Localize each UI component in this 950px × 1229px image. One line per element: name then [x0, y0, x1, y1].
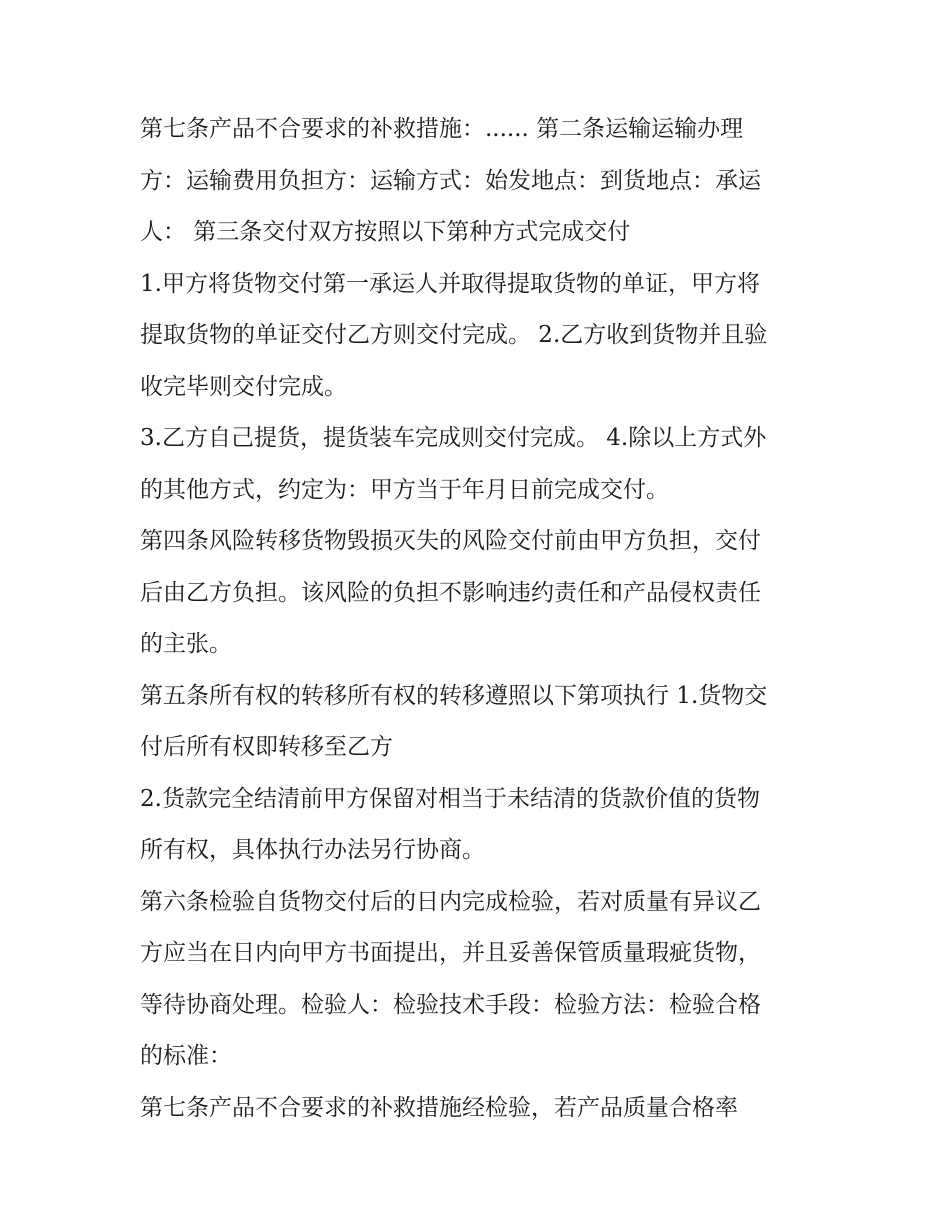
text-line: 3.乙方自己提货，提货装车完成则交付完成。 4.除以上方式外: [140, 425, 767, 451]
text-line: 提取货物的单证交付乙方则交付完成。 2.乙方收到货物并且验: [140, 322, 768, 348]
paragraph-remedy-transport-delivery: [140, 104, 820, 259]
text-line: 第四条风险转移货物毁损灭失的风险交付前由甲方负担，交付: [140, 528, 761, 554]
text-line: 人： 第三条交付双方按照以下第种方式完成交付: [140, 219, 631, 245]
text-line: 收完毕则交付完成。: [140, 373, 347, 400]
paragraph-ownership-retention: [140, 774, 820, 877]
text-line: 方应当在日内向甲方书面提出，并且妥善保管质量瑕疵货物，: [140, 940, 761, 966]
text-line: 的标准：: [140, 1043, 232, 1069]
paragraph-risk-transfer: [140, 516, 820, 671]
text-line: 1.甲方将货物交付第一承运人并取得提取货物的单证，甲方将: [140, 270, 760, 297]
paragraph-delivery-option-1-2: [140, 259, 820, 414]
text-line: 方：运输费用负担方：运输方式：始发地点：到货地点：承运: [140, 167, 761, 194]
text-line: 第七条产品不合要求的补救措施：...... 第二条运输运输办理: [140, 116, 744, 142]
text-line: 付后所有权即转移至乙方: [140, 734, 393, 760]
text-line: 的主张。: [140, 631, 232, 657]
text-line: 的其他方式，约定为：甲方当于年月日前完成交付。: [140, 476, 669, 503]
text-line: 第七条产品不合要求的补救措施经检验，若产品质量合格率: [140, 1094, 738, 1121]
document-page: [140, 104, 820, 1134]
text-line: 后由乙方负担。该风险的负担不影响违约责任和产品侵权责任: [140, 579, 761, 606]
text-line: 等待协商处理。检验人：检验技术手段：检验方法：检验合格: [140, 991, 761, 1018]
paragraph-inspection: [140, 877, 820, 1083]
text-line: 2.货款完全结清前甲方保留对相当于未结清的货款价值的货物: [140, 785, 760, 812]
text-line: 第五条所有权的转移所有权的转移遵照以下第项执行 1.货物交: [140, 682, 768, 709]
paragraph-ownership-transfer: [140, 671, 820, 774]
text-line: 所有权，具体执行办法另行协商。: [140, 837, 485, 863]
paragraph-delivery-option-3-4: [140, 413, 820, 516]
paragraph-remedy-measures: [140, 1083, 820, 1135]
text-line: 第六条检验自货物交付后的日内完成检验，若对质量有异议乙: [140, 888, 761, 915]
